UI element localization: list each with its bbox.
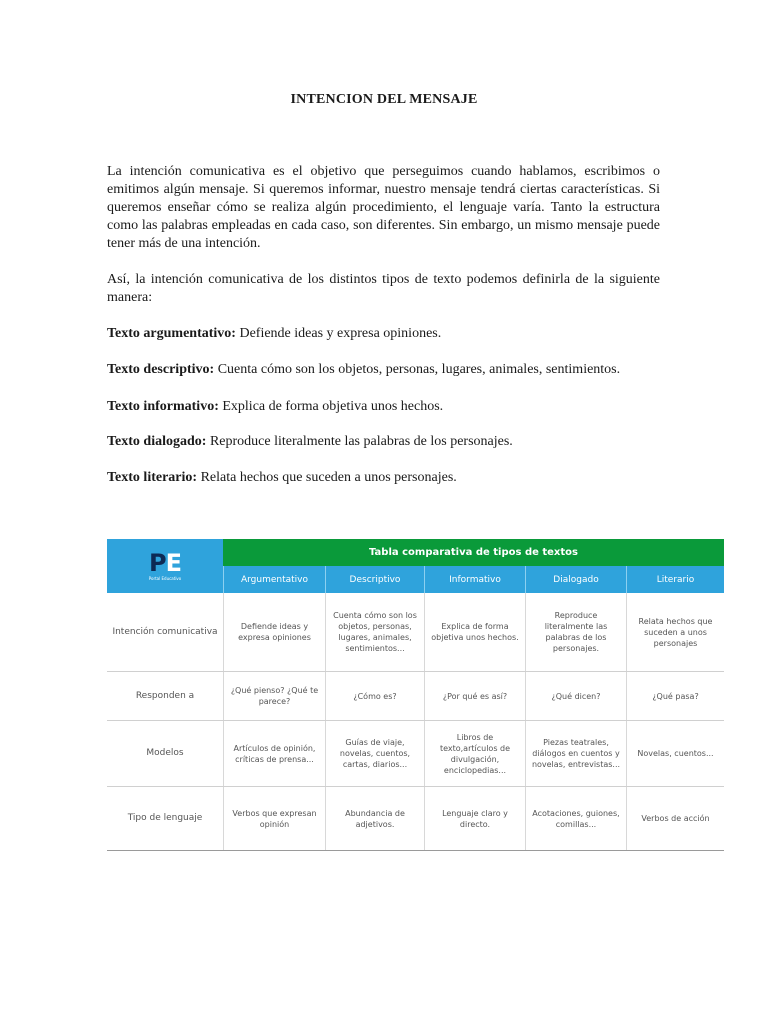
table-row xyxy=(107,787,724,850)
comparison-table xyxy=(107,539,724,851)
table-cell: Verbos de acción xyxy=(626,787,724,850)
column-header-informativo: Informativo xyxy=(424,566,525,593)
table-bottom-border xyxy=(107,850,724,851)
definition-text: Relata hechos que suceden a unos personajes. xyxy=(200,470,457,485)
table-cell: Piezas teatrales, diálogos en cuentos y novelas, entrevistas... xyxy=(525,721,626,786)
definition-dialogado xyxy=(107,433,667,451)
definition-informativo xyxy=(107,398,667,416)
table-cell: Guías de viaje, novelas, cuentos, cartas, diarios... xyxy=(325,721,424,786)
definition-term: Texto argumentativo: xyxy=(107,326,236,341)
definition-literario xyxy=(107,469,667,487)
table-cell: Verbos que expresan opinión xyxy=(223,787,325,850)
table-title: Tabla comparativa de tipos de textos xyxy=(223,539,724,566)
paragraph-definition-lead: Así, la intención comunicativa de los distintos tipos de texto podemos definirla de la siguiente manera: xyxy=(107,272,660,305)
table-cell: ¿Por qué es así? xyxy=(424,672,525,720)
table-cell: Acotaciones, guiones, comillas... xyxy=(525,787,626,850)
row-header: Tipo de lenguaje xyxy=(127,813,203,823)
row-header: Responden a xyxy=(135,690,195,701)
table-cell: Cuenta cómo son los objetos, personas, lugares, animales, sentimientos... xyxy=(325,593,424,671)
column-header-argumentativo: Argumentativo xyxy=(223,566,325,593)
portal-educativo-logo xyxy=(107,539,223,593)
table-cell: Lenguaje claro y directo. xyxy=(424,787,525,850)
row-header: Modelos xyxy=(146,748,184,758)
logo-mark: PE xyxy=(149,549,181,577)
table-cell: Explica de forma objetiva unos hechos. xyxy=(424,593,525,671)
table-cell: Defiende ideas y expresa opiniones xyxy=(223,593,325,671)
table-cell: ¿Qué pienso? ¿Qué te parece? xyxy=(223,672,325,720)
table-row xyxy=(107,721,724,787)
table-row xyxy=(107,672,724,721)
definition-term: Texto literario: xyxy=(107,470,198,485)
table-cell: ¿Qué dicen? xyxy=(525,672,626,720)
column-header-descriptivo: Descriptivo xyxy=(325,566,424,593)
definition-text: Explica de forma objetiva unos hechos. xyxy=(222,399,444,414)
table-cell: Libros de texto,artículos de divulgación, enciclopedias... xyxy=(424,721,525,786)
paragraph-intro: La intención comunicativa es el objetivo que perseguimos cuando hablamos, escribimos o emitimos algún mensaje. Si queremos informar, nuestro mensaje tendrá ciertas características. Si queremos enseñar cómo se realiza algún procedimiento, el lenguaje varía. Tanto la estructura como las palabras empleadas en cada caso, son diferentes. Sin embargo, un mismo mensaje puede tener más de una intención. xyxy=(107,164,660,251)
definition-text: Reproduce literalmente las palabras de los personajes. xyxy=(209,434,513,449)
table-cell: Abundancia de adjetivos. xyxy=(325,787,424,850)
table-cell: Relata hechos que suceden a unos personajes xyxy=(626,593,724,671)
definition-text: Cuenta cómo son los objetos, personas, lugares, animales, sentimientos. xyxy=(217,362,621,377)
table-row xyxy=(107,593,724,672)
page-title: INTENCION DEL MENSAJE xyxy=(290,92,478,107)
table-cell: Reproduce literalmente las palabras de los personajes. xyxy=(525,593,626,671)
definition-term: Texto informativo: xyxy=(107,399,219,414)
table-cell: ¿Qué pasa? xyxy=(626,672,724,720)
definition-term: Texto dialogado: xyxy=(107,434,207,449)
logo-subtitle: Portal Educativo xyxy=(148,576,182,581)
definition-descriptivo xyxy=(107,361,667,379)
definition-text: Defiende ideas y expresa opiniones. xyxy=(239,326,442,341)
table-cell: Novelas, cuentos... xyxy=(626,721,724,786)
column-header-dialogado: Dialogado xyxy=(525,566,626,593)
column-header-literario: Literario xyxy=(626,566,724,593)
table-cell: Artículos de opinión, críticas de prensa... xyxy=(223,721,325,786)
definition-term: Texto descriptivo: xyxy=(107,362,215,377)
table-cell: ¿Cómo es? xyxy=(325,672,424,720)
definition-argumentativo xyxy=(107,325,667,343)
row-header: Intención comunicativa xyxy=(112,626,218,637)
